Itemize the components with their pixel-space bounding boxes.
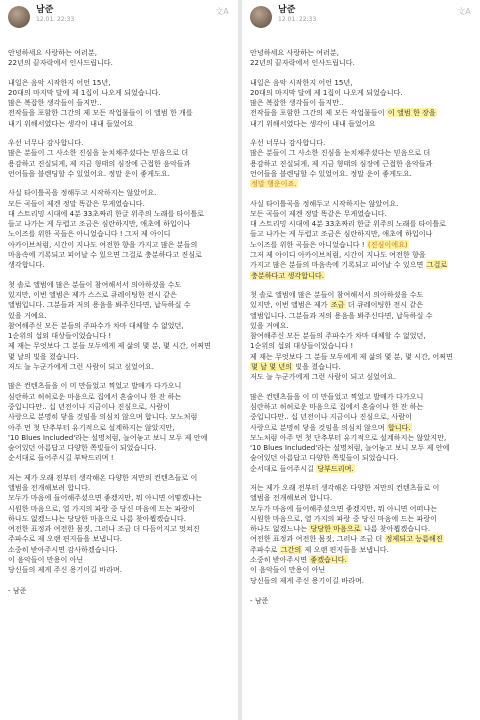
highlighted-text: 이 앨범 한 장을	[387, 108, 436, 118]
post-meta	[36, 6, 74, 24]
text-line	[8, 199, 230, 209]
text-segment: 20대의 마지막 달에 제 1집이 나오게 되었습니다.	[250, 87, 403, 97]
text-line	[8, 504, 230, 514]
text-segment: 앨범입니다. 그분들과 저의 용음을 봐주신다면, 납득하실 수	[8, 300, 191, 310]
text-segment: 여전한 표정과 여전한 몸짓, 그러나 조금 더 다듬어지고 멋쳐진	[8, 524, 200, 534]
text-segment: 사실 타이틀곡을 정해두고 시작하지는 않았어요.	[8, 188, 157, 198]
text-line	[250, 524, 472, 534]
text-segment: 많은 컨텐츠들을 이 미 만들었고 찍었고 발매가 다가오니	[250, 391, 424, 401]
text-line	[250, 331, 472, 341]
text-line	[250, 98, 472, 108]
text-line	[250, 443, 472, 453]
highlighted-text: 그간의	[280, 544, 302, 554]
text-segment: 몇 날의 빛을 졌습니다.	[8, 351, 79, 361]
text-line	[250, 576, 472, 586]
text-segment: 당신들의 제게 주신 용기이길 바라며.	[8, 565, 123, 575]
text-segment: 아주 먼 첫 단추부터 유기적으로 설계하지는 않았지만,	[8, 422, 175, 432]
post-original	[0, 0, 238, 720]
highlighted-text: 당부드리며.	[317, 463, 354, 473]
text-line	[250, 392, 472, 402]
highlighted-text: 합니다.	[387, 422, 411, 432]
text-line	[8, 555, 230, 565]
post-meta	[278, 6, 316, 24]
text-segment: 모든 곡들이 제겐 정말 똑같은 무게였습니다.	[8, 198, 145, 208]
text-segment: 내일은 음악 시작한지 어언 15년,	[250, 77, 353, 87]
text-segment: 있을 거예요.	[8, 310, 47, 320]
text-segment: 모두가 마음에 들어해주셨으면 좋겠지만, 뭐 아니면 어떠냐는	[250, 503, 438, 513]
text-segment: 빛을 졌습니다.	[293, 362, 341, 372]
text-segment: 모노처럼 아주 먼 첫 단추부터 유기적으로 설계하지는 않았지만,	[250, 432, 447, 442]
text-line	[250, 555, 472, 565]
highlighted-text: 당당한 마음으로	[310, 524, 361, 534]
text-line	[250, 372, 472, 382]
text-line	[250, 493, 472, 503]
text-line	[8, 188, 230, 198]
text-segment: 심란하고 허허로운 마음으로 집에서 혼술이나 한 잔 하는	[250, 401, 424, 411]
text-line	[250, 48, 472, 58]
text-line	[8, 260, 230, 270]
text-line	[8, 108, 230, 118]
text-segment: 많은 복잡한 생각들이 들지만..	[8, 98, 102, 108]
author-name[interactable]: 남준	[36, 5, 54, 15]
text-segment: 마음속에 기록되고 피어날 수 있으면 그걸로 충분하다고 진심로	[8, 250, 202, 260]
text-line	[250, 464, 472, 474]
highlighted-text: 정제되고 능름해진	[385, 534, 443, 544]
text-segment: 생각합니다.	[8, 260, 45, 270]
text-line	[250, 250, 472, 260]
text-line	[8, 169, 230, 179]
text-line	[8, 493, 230, 503]
avatar[interactable]	[8, 6, 30, 28]
text-segment: 들고 나가는 게 두렵고 조금은 심란하지만, 애초에 하입이나	[8, 219, 191, 229]
paragraph-gap	[8, 464, 230, 473]
text-segment: 내기 위해서였다는 생각이 내내 들었어요	[8, 118, 134, 128]
text-segment: 1순위의 섭외 대상들이었습니다 !	[250, 341, 354, 351]
text-segment: 안녕하세요 사랑하는 여러분,	[8, 48, 97, 57]
text-segment: 중입니다만.. 십 년전이나 지금이나 진심으로, 사람이	[250, 412, 412, 422]
text-line	[250, 229, 472, 239]
text-line	[8, 524, 230, 534]
text-line	[250, 290, 472, 300]
post-body	[8, 48, 230, 576]
text-segment: 언어들을 블렌딩할 수 있었어요. 정말 운이 좋게도요.	[250, 168, 412, 178]
text-segment: 전작들을 포함한 그간의 제 모든 작업물들이 이 앨범 한 개를	[8, 108, 193, 118]
text-line	[250, 260, 472, 270]
text-line	[250, 209, 472, 219]
highlighted-text: 정말 행운이죠.	[251, 179, 297, 189]
text-line	[250, 78, 472, 88]
text-line	[8, 381, 230, 391]
text-segment: 숨어있던 아름답고 다양한 쪽빛들이 되었습니다.	[8, 443, 157, 453]
text-line	[250, 504, 472, 514]
paragraph-gap	[8, 372, 230, 381]
text-line	[8, 331, 230, 341]
text-segment: 많은 컨텐츠들을 이 미 만들었고 찍었고 발매가 다가오니	[8, 381, 182, 391]
text-segment: 모두가 마음에 들어해주셨으면 좋겠지만, 뭐 아니면 어떻겠냐는	[8, 493, 202, 503]
text-line	[8, 433, 230, 443]
text-line	[250, 219, 472, 229]
highlighted-text: 좋겠습니다.	[310, 555, 347, 565]
text-line	[250, 108, 472, 118]
text-line	[250, 534, 472, 544]
text-segment: 사랑으로 분명히 닿을 것임을 의심치 않으며	[250, 422, 387, 432]
text-line	[250, 119, 472, 129]
text-segment: 사실 타이틀곡을 정해두고 시작하지는 않았어요.	[250, 198, 399, 208]
text-segment: 사랑으로 분명히 닿을 것임을 의심치 않으며 합니다. 모노처럼	[8, 412, 198, 422]
text-line	[250, 433, 472, 443]
text-line	[8, 534, 230, 544]
text-line	[250, 514, 472, 524]
text-line	[250, 179, 472, 189]
text-segment: 이 음악들이 만용이 아닌	[250, 565, 326, 575]
text-line	[8, 514, 230, 524]
text-segment: 1순위의 섭외 대상들이었습니다 !	[8, 331, 112, 341]
text-line	[250, 199, 472, 209]
text-line	[8, 148, 230, 158]
text-line	[8, 209, 230, 219]
author-name[interactable]: 남준	[278, 5, 296, 15]
paragraph-gap	[250, 129, 472, 138]
text-line	[8, 229, 230, 239]
text-line	[250, 169, 472, 179]
text-segment: 당신들의 제게 주신 용기이길 바라며.	[250, 575, 365, 585]
post-annotated	[242, 0, 480, 720]
highlighted-text: 몇 날 몇 년의	[251, 362, 293, 372]
text-segment: 앨범을 전개해보려 합니다.	[250, 493, 333, 503]
text-segment: 노이즈를 위한 곡들은 아니었습니다 !	[250, 239, 367, 249]
post-header	[250, 6, 472, 36]
text-segment: 나름 찾아뵙겠습니다.	[361, 524, 431, 534]
text-line	[250, 271, 472, 281]
text-segment: 저도 늘 누군가에게 그런 사람이 되고 싶었어요.	[8, 362, 154, 372]
text-line	[250, 159, 472, 169]
text-line	[250, 362, 472, 372]
text-segment: 있지만, 이번 앨범은 제가	[250, 300, 330, 310]
text-line	[250, 423, 472, 433]
paragraph-gap	[8, 129, 230, 138]
text-segment: '10 Blues Included'라는 설명처럼, 늘어놓고 보니 모두 제 안에	[250, 443, 450, 453]
text-line	[8, 119, 230, 129]
paragraph-gap	[250, 69, 472, 78]
text-segment: 저는 제가 오래 전부터 생각해온 다양한 저만의 컨텐츠들로 이	[8, 472, 198, 482]
text-segment: 앨범입니다. 그분들과 저의 용음을 봐주신다면, 납득하실 수	[250, 310, 433, 320]
text-segment: 저는 제가 오래 전부터 생각해온 다양한 저만의 컨텐츠들로 이	[250, 482, 440, 492]
text-segment: 우선 너무나 감사합니다.	[8, 138, 84, 148]
text-segment: 22년의 끝자락에서 인사드립니다.	[8, 58, 113, 68]
text-segment: 용감하고 진실되게, 제 지금 형태의 심장에 근접한 음악들과	[250, 158, 433, 168]
highlighted-text: 충분하다고 생각합니다.	[251, 270, 325, 280]
text-line	[8, 219, 230, 229]
text-line	[250, 138, 472, 148]
text-segment: 첫 솔로 앨범에 많은 분들이 참여해서서 의아하셨을 수도	[8, 279, 182, 289]
text-segment: 참여해주신 모든 분들의 주파수가 차마 대체할 수 없었던,	[8, 320, 184, 330]
text-segment: 소중히 받아주시면	[250, 555, 310, 565]
text-segment: 하나도 없겠느냐는 당당한 마음으로 나름 찾아뵙겠습니다.	[8, 513, 186, 523]
text-line	[8, 321, 230, 331]
text-segment: '10 Blues Included'라는 설명처럼, 늘어놓고 보니 모두 제 안에	[8, 432, 208, 442]
text-line	[8, 473, 230, 483]
text-line	[250, 483, 472, 493]
text-segment: 하나도 없겠느냐는	[250, 524, 310, 534]
text-segment: 아카이브처럼, 시간이 지나도 여전한 향을 가지고 많은 분들의	[8, 239, 198, 249]
text-segment: 더 큐레이팅한 전시 같은	[345, 300, 424, 310]
text-line	[8, 88, 230, 98]
text-segment: 대 스트리밍 시대에 4분 33초짜리 한글 위주의 노래를 타이틀로	[8, 208, 205, 218]
text-line	[8, 48, 230, 58]
text-segment: 그저 제 아이디 아카이브처럼, 시간이 지나도 여전한 향을	[250, 250, 426, 260]
text-line	[8, 453, 230, 463]
text-segment: 언어들을 블렌딩할 수 있었어요. 정말 운이 좋게도요.	[8, 168, 170, 178]
text-line	[250, 545, 472, 555]
text-segment: 가지고 많은 분들의 마음속에 기록되고 피어날 수 있으면	[250, 260, 426, 270]
text-line	[8, 341, 230, 351]
text-segment: 숨어있던 아름답고 다양한 쪽빛들이 되었습니다.	[250, 453, 399, 463]
text-line	[250, 58, 472, 68]
text-line	[8, 159, 230, 169]
highlighted-text: 조금	[330, 300, 345, 310]
translate-icon[interactable]: 文A	[215, 7, 229, 16]
text-line	[250, 352, 472, 362]
translate-icon[interactable]: 文A	[457, 7, 471, 16]
text-segment: 많은 분들이 그 사소한 진심을 눈치채주셨다는 믿음으로 더	[8, 148, 189, 158]
post-header	[8, 6, 230, 36]
text-segment: 내기 위해서였다는 생각이 내내 들었어요	[250, 118, 376, 128]
highlighted-text: 그걸로	[426, 260, 448, 270]
text-line	[250, 88, 472, 98]
text-line	[8, 311, 230, 321]
paragraph-gap	[8, 271, 230, 280]
paragraph-gap	[250, 383, 472, 392]
paragraph-gap	[250, 281, 472, 290]
text-segment: 제 오랜 편지들을 보냅니다.	[302, 544, 389, 554]
text-line	[250, 240, 472, 250]
text-segment: 중입니다만.. 십 년전이나 지금이나 진심으로, 사람이	[8, 401, 170, 411]
text-segment: 들고 나가는 게 두렵고 조금은 심란하지만, 애초에 하입이나	[250, 229, 433, 239]
highlighted-text: (진심이에요)	[367, 239, 408, 249]
text-line	[8, 280, 230, 290]
text-segment: 모든 곡들이 제겐 정말 똑같은 무게였습니다.	[250, 208, 387, 218]
text-line	[250, 453, 472, 463]
text-line	[8, 565, 230, 575]
text-segment: 대 스트리밍 시대에 4분 33초짜리 한글 위주의 노래를 타이틀로	[250, 219, 447, 229]
paragraph-gap	[8, 69, 230, 78]
text-line	[8, 138, 230, 148]
text-segment: 많은 복잡한 생각들이 들지만..	[250, 98, 344, 108]
avatar[interactable]	[250, 6, 272, 28]
text-line	[250, 311, 472, 321]
text-segment: 저도 늘 누군가에게 그런 사람이 되고 싶었어요.	[250, 372, 396, 382]
post-date: 12.01. 22:33	[278, 16, 317, 24]
text-line	[8, 352, 230, 362]
signature: - 남준	[8, 585, 27, 595]
paragraph-gap	[250, 190, 472, 199]
text-line	[250, 148, 472, 158]
text-segment: 심란하고 허허로운 마음으로 집에서 혼술이나 한 잔 하는	[8, 391, 182, 401]
text-line	[250, 321, 472, 331]
text-segment: 안녕하세요 사랑하는 여러분,	[250, 48, 339, 57]
text-segment: 시원한 마음으로, 열 가지의 파랑 중 당신 마음에 드는 파랑이	[250, 513, 438, 523]
text-segment: 내일은 음악 시작한지 어언 15년,	[8, 77, 111, 87]
text-line	[8, 300, 230, 310]
text-segment: 제 재는 무엇보다 그 분들 모두에게 제 삶의 몇 분, 몇 시간, 어쩌면	[250, 351, 453, 361]
text-segment: 노이즈를 위한 곡들은 아니었습니다 ! 그저 제 아이디	[8, 229, 171, 239]
text-line	[8, 402, 230, 412]
text-segment: 첫 솔로 앨범에 많은 분들이 참여해서서 의아하셨을 수도	[250, 289, 424, 299]
text-line	[8, 58, 230, 68]
text-line	[8, 240, 230, 250]
text-segment: 앨범을 전개해보려 합니다.	[8, 482, 91, 492]
post-date: 12.01. 22:33	[36, 16, 75, 24]
paragraph-gap	[250, 474, 472, 483]
text-line	[8, 412, 230, 422]
text-line	[8, 423, 230, 433]
text-segment: 있을 거예요.	[250, 320, 289, 330]
text-segment: 20대의 마지막 달에 제 1집이 나오게 되었습니다.	[8, 87, 161, 97]
text-segment: 이 음악들이 만용이 아닌	[8, 555, 84, 565]
paragraph-gap	[8, 179, 230, 188]
text-segment: 순서대로 들어주시길 부탁드리며 !	[8, 453, 114, 463]
text-line	[8, 98, 230, 108]
text-segment: 순서대로 들어주시길	[250, 463, 317, 473]
text-segment: 참여해주신 모든 분들의 주파수가 차마 대체할 수 없었던,	[250, 331, 426, 341]
text-line	[250, 341, 472, 351]
text-segment: 여전한 표정과 여전한 몸짓, 그러나 조금 더	[250, 534, 385, 544]
text-line	[8, 290, 230, 300]
text-line	[250, 300, 472, 310]
signature: - 남준	[250, 595, 269, 605]
post-body	[250, 48, 472, 586]
text-line	[8, 250, 230, 260]
text-segment: 시원한 마음으로, 열 가지의 파랑 중 당신 마음에 드는 파랑이	[8, 503, 196, 513]
text-line	[8, 78, 230, 88]
text-segment: 주파수로 제 오랜 편지들을 보냅니다.	[8, 534, 123, 544]
text-line	[8, 362, 230, 372]
text-line	[250, 565, 472, 575]
text-segment: 22년의 끝자락에서 인사드립니다.	[250, 58, 355, 68]
text-segment: 우선 너무나 감사합니다.	[250, 138, 326, 148]
text-line	[250, 412, 472, 422]
text-line	[250, 402, 472, 412]
text-segment: 주파수로	[250, 544, 280, 554]
text-segment: 소중히 받아주시면 감사하겠습니다.	[8, 544, 118, 554]
text-segment: 있지만, 이번 앨범은 제가 스스로 큐레이팅한 전시 같은	[8, 289, 177, 299]
text-line	[8, 545, 230, 555]
text-segment: 전작들을 포함한 그간의 제 모든 작업물들이	[250, 108, 387, 118]
text-segment: 많은 분들이 그 사소한 진심을 눈치채주셨다는 믿음으로 더	[250, 148, 431, 158]
text-line	[8, 392, 230, 402]
text-line	[8, 443, 230, 453]
text-line	[8, 483, 230, 493]
text-segment: 용감하고 진실되게, 제 지금 형태의 심장에 근접한 음악들과	[8, 158, 191, 168]
text-segment: 제 재는 무엇보다 그 분들 모두에게 제 삶의 몇 분, 몇 시간, 어쩌면	[8, 341, 211, 351]
